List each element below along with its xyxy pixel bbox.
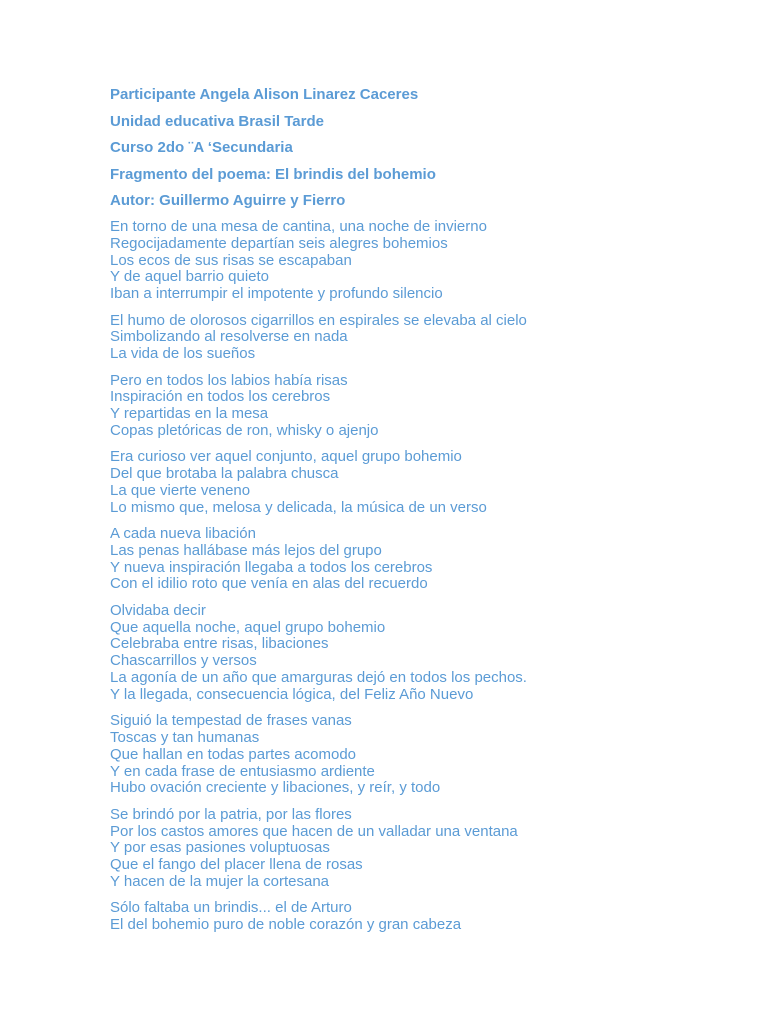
poem-verse: La agonía de un año que amarguras dejó en todos los pechos. xyxy=(110,669,527,687)
poem-verse: Simbolizando al resolverse en nada xyxy=(110,328,348,346)
poem-verse: Con el idilio roto que venía en alas del recuerdo xyxy=(110,575,428,593)
poem-verse: Que aquella noche, aquel grupo bohemio xyxy=(110,618,386,636)
poem-verse: Celebraba entre risas, libaciones xyxy=(110,635,329,653)
poem-verse: En torno de una mesa de cantina, una noche de invierno xyxy=(110,217,487,235)
poem-verse: Las penas hallábase más lejos del grupo xyxy=(110,541,382,559)
poem-verse: Del que brotaba la palabra chusca xyxy=(110,465,339,483)
poem-verse: Por los castos amores que hacen de un valladar una ventana xyxy=(110,822,518,840)
poem-stanza xyxy=(110,713,730,797)
poem-verse: Chascarrillos y versos xyxy=(110,652,257,670)
poem-verse: Olvidaba decir xyxy=(110,601,206,619)
poem-verse: Regocijadamente departían seis alegres bohemios xyxy=(110,234,448,252)
participant-line: Participante Angela Alison Linarez Caceres xyxy=(110,86,419,103)
school-line: Unidad educativa Brasil Tarde xyxy=(110,112,324,130)
poem-verse: Se brindó por la patria, por las flores xyxy=(110,805,352,823)
poem-stanza xyxy=(110,603,730,704)
poem-stanza xyxy=(110,313,730,363)
poem-verse: El del bohemio puro de noble corazón y gran cabeza xyxy=(110,916,462,934)
poem-stanza xyxy=(110,526,730,593)
poem-stanza xyxy=(110,449,730,516)
course-line: Curso 2do ¨A ‘Secundaria xyxy=(110,139,293,157)
header-block xyxy=(110,86,730,209)
poem-verse: Siguió la tempestad de frases vanas xyxy=(110,712,352,730)
poem-verse: Y por esas pasiones voluptuosas xyxy=(110,839,330,857)
poem-verse: Y repartidas en la mesa xyxy=(110,405,269,423)
poem-verse: Sólo faltaba un brindis... el de Arturo xyxy=(110,899,352,917)
author-line: Autor: Guillermo Aguirre y Fierro xyxy=(110,192,346,210)
poem-verse: Y en cada frase de entusiasmo ardiente xyxy=(110,762,375,780)
poem-stanza xyxy=(110,900,730,934)
poem-verse: Copas pletóricas de ron, whisky o ajenjo xyxy=(110,421,379,439)
poem-stanza xyxy=(110,807,730,891)
poem-verse: Y nueva inspiración llegaba a todos los cerebros xyxy=(110,558,433,576)
poem-verse: Que hallan en todas partes acomodo xyxy=(110,745,356,763)
poem-verse: Hubo ovación creciente y libaciones, y reír, y todo xyxy=(110,779,441,797)
poem-verse: Lo mismo que, melosa y delicada, la música de un verso xyxy=(110,498,487,516)
poem-verse: Los ecos de sus risas se escapaban xyxy=(110,251,352,269)
poem-verse: Que el fango del placer llena de rosas xyxy=(110,856,363,874)
fragment-title: Fragmento del poema: El brindis del bohemio xyxy=(110,165,436,183)
poem-stanza xyxy=(110,373,730,440)
poem-verse: Y hacen de la mujer la cortesana xyxy=(110,873,330,891)
poem-verse: La que vierte veneno xyxy=(110,481,251,499)
poem-verse: Y la llegada, consecuencia lógica, del Feliz Año Nuevo xyxy=(110,685,474,703)
poem-stanza xyxy=(110,219,730,303)
poem-verse: La vida de los sueños xyxy=(110,345,256,363)
poem-body xyxy=(110,219,730,934)
poem-verse: El humo de olorosos cigarrillos en espirales se elevaba al cielo xyxy=(110,311,527,329)
document-page xyxy=(110,86,730,944)
poem-verse: Toscas y tan humanas xyxy=(110,729,260,747)
poem-verse: Y de aquel barrio quieto xyxy=(110,268,270,286)
poem-verse: Era curioso ver aquel conjunto, aquel grupo bohemio xyxy=(110,448,462,466)
poem-verse: Iban a interrumpir el impotente y profundo silencio xyxy=(110,285,443,303)
poem-verse: A cada nueva libación xyxy=(110,525,256,543)
poem-verse: Inspiración en todos los cerebros xyxy=(110,388,331,406)
poem-verse: Pero en todos los labios había risas xyxy=(110,371,348,389)
